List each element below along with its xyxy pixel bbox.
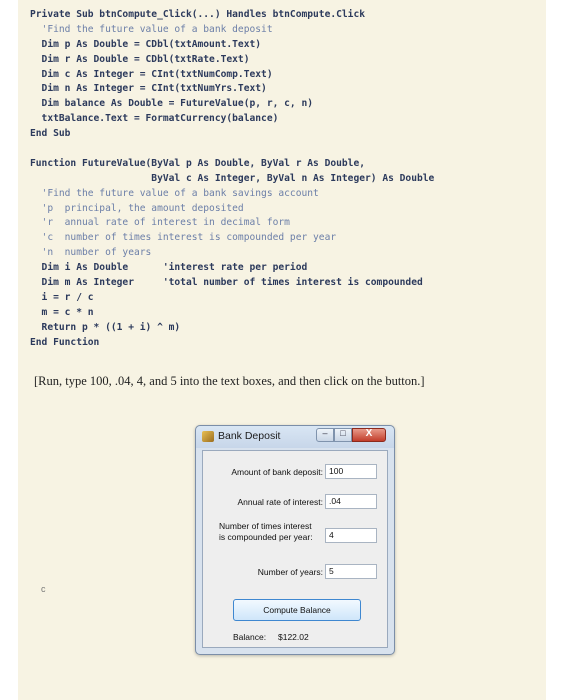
code-line: Dim c As Integer = CInt(txtNumComp.Text) xyxy=(30,68,273,80)
rate-input[interactable]: .04 xyxy=(325,494,377,509)
close-icon: X xyxy=(365,428,373,439)
code-line: Private Sub btnCompute_Click(...) Handles btnCompute.Click xyxy=(30,9,366,20)
title-bar[interactable] xyxy=(196,426,394,448)
form-client-area xyxy=(202,450,388,648)
numcomp-label-line2: is compounded per year: xyxy=(219,532,313,542)
margin-mark: c xyxy=(41,584,46,594)
code-line: Dim n As Integer = CInt(txtNumYrs.Text) xyxy=(30,83,267,95)
code-line: 'c number of times interest is compounded per year xyxy=(30,232,337,244)
code-line: Dim i As Double 'interest rate per period xyxy=(30,262,308,274)
code-line: End Sub xyxy=(30,128,71,140)
app-icon xyxy=(202,431,214,442)
code-line xyxy=(30,142,540,157)
numcomp-input[interactable]: 4 xyxy=(325,528,377,543)
numcomp-label-line1: Number of times interest xyxy=(219,521,312,531)
code-listing xyxy=(30,8,540,350)
code-line: Dim p As Double = CDbl(txtAmount.Text) xyxy=(30,38,262,50)
code-line: i = r / c xyxy=(30,291,94,303)
amount-label: Amount of bank deposit: xyxy=(231,467,323,477)
close-button[interactable] xyxy=(352,428,386,442)
code-line: Return p * ((1 + i) ^ m) xyxy=(30,321,181,333)
code-line: 'n number of years xyxy=(30,247,152,259)
years-label: Number of years: xyxy=(257,567,323,577)
minimize-button[interactable] xyxy=(316,428,334,442)
window-title: Bank Deposit xyxy=(218,430,281,442)
maximize-icon: □ xyxy=(340,428,346,438)
code-line: 'Find the future value of a bank savings account xyxy=(30,187,319,199)
code-line: ByVal c As Integer, ByVal n As Integer) As Double xyxy=(30,172,435,184)
code-line: txtBalance.Text = FormatCurrency(balance) xyxy=(30,113,279,125)
maximize-button[interactable] xyxy=(334,428,352,442)
code-line: Dim balance As Double = FutureValue(p, r, c, n) xyxy=(30,98,314,110)
rate-label: Annual rate of interest: xyxy=(237,497,323,507)
code-line: Function FutureValue(ByVal p As Double, ByVal r As Double, xyxy=(30,157,366,169)
code-line: 'r annual rate of interest in decimal form xyxy=(30,217,290,229)
code-line: 'Find the future value of a bank deposit xyxy=(30,23,273,35)
minimize-icon: – xyxy=(322,428,328,438)
code-line: End Function xyxy=(30,336,100,348)
compute-balance-button[interactable]: Compute Balance xyxy=(233,599,361,621)
code-line: Dim m As Integer 'total number of times interest is compounded xyxy=(30,277,423,289)
code-line: Dim r As Double = CDbl(txtRate.Text) xyxy=(30,53,250,65)
bank-deposit-window xyxy=(195,425,395,655)
run-instructions: [Run, type 100, .04, 4, and 5 into the text boxes, and then click on the button.] xyxy=(34,374,425,388)
years-input[interactable]: 5 xyxy=(325,564,377,579)
amount-input[interactable]: 100 xyxy=(325,464,377,479)
balance-label: Balance: xyxy=(233,632,267,642)
code-line: m = c * n xyxy=(30,306,94,318)
balance-output[interactable]: $122.02 xyxy=(278,632,309,642)
code-line: 'p principal, the amount deposited xyxy=(30,202,244,214)
